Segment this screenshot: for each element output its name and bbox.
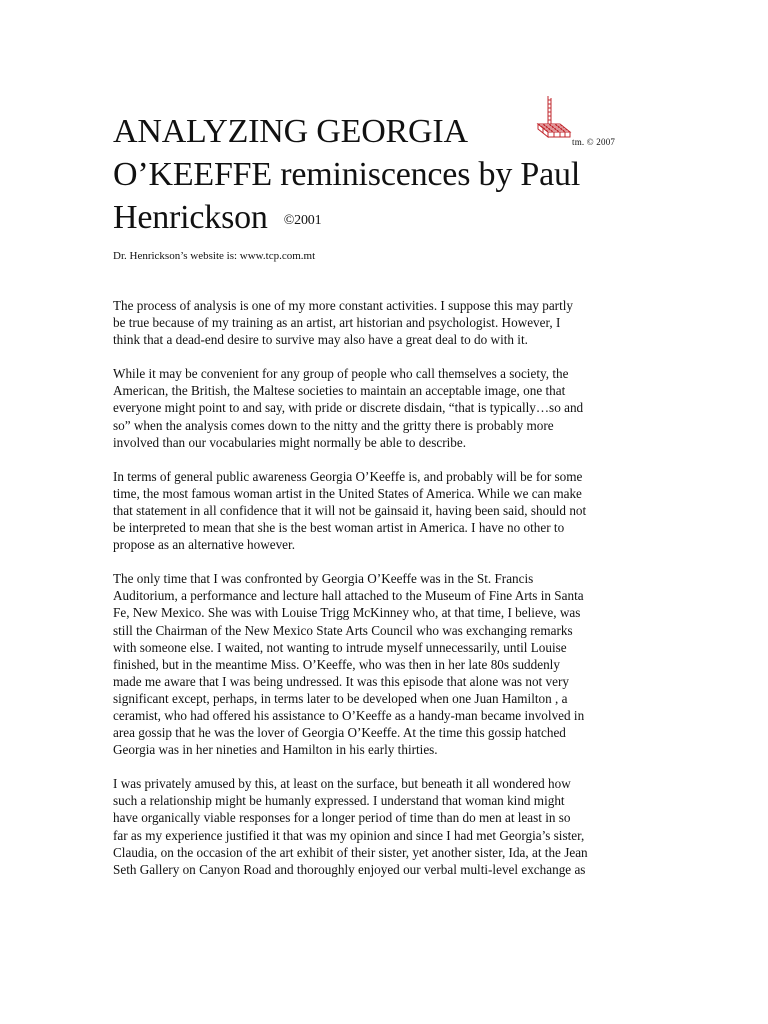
text-line: While it may be convenient for any group of people who call themselves a society, the [113,366,569,382]
text-line: area gossip that he was the lover of Georgia O’Keeffe. At the time this gossip hatched [113,725,566,741]
text-line: such a relationship might be humanly expressed. I understand that woman kind might [113,793,565,809]
text-line: significant except, perhaps, in terms later to be developed when one Juan Hamilton , a [113,690,568,706]
text-line: Auditorium, a performance and lecture hall attached to the Museum of Fine Arts in Santa [113,588,584,604]
text-line: so” when the analysis comes down to the nitty and the gritty there is probably more [113,417,554,433]
text-line: ceramist, who had offered his assistance to O’Keeffe as a handy-man became involved in [113,707,585,723]
text-line: everyone might point to and say, with pride or discrete disdain, “that is typically…so and [113,400,584,416]
text-line: far as my experience justified it that was my opinion and since I had met Georgia’s sister, [113,827,585,843]
text-line: made me aware that I was being undressed. It was this episode that alone was not very [113,673,569,689]
paragraph-2 [113,365,658,450]
text-line: with someone else. I waited, not wanting to intrude myself unnecessarily, until Louise [113,639,567,655]
text-line: be interpreted to mean that she is the best woman artist in America. I have no other to [113,520,565,536]
document-title [113,110,653,242]
text-line: think that a dead-end desire to survive may also have a great deal to do with it. [113,332,528,348]
body-text [113,297,658,895]
title-line-3 [113,196,653,242]
title-line-2: O’KEEFFE reminiscences by Paul [113,156,581,193]
paragraph-3 [113,468,658,553]
text-line: that statement in all confidence that it will not be gainsaid it, having been said, should not [113,502,587,518]
trademark-note: tm. © 2007 [572,137,616,147]
paragraph-4 [113,570,658,758]
title-line-1: ANALYZING GEORGIA [113,113,468,150]
text-line: involved than our vocabularies might normally be able to describe. [113,434,467,450]
title-copyright: ©2001 [283,213,322,228]
text-line: Georgia was in her nineties and Hamilton in his early thirties. [113,742,438,758]
text-line: still the Chairman of the New Mexico State Arts Council who was exchanging remarks [113,622,573,638]
text-line: finished, but in the meantime Miss. O’Keeffe, who was then in her late 80s suddenly [113,656,560,672]
text-line: Claudia, on the occasion of the art exhibit of their sister, yet another sister, Ida, at the Jean [113,844,588,860]
text-line: Seth Gallery on Canyon Road and thoroughly enjoyed our verbal multi-level exchange as [113,861,586,877]
text-line: I was privately amused by this, at least on the surface, but beneath it all wondered how [113,776,571,792]
website-line: Dr. Henrickson’s website is: www.tcp.com.mt [113,250,316,262]
text-line: propose as an alternative however. [113,537,295,553]
text-line: Fe, New Mexico. She was with Louise Trigg McKinney who, at that time, I believe, was [113,605,581,621]
text-line: The only time that I was confronted by Georgia O’Keeffe was in the St. Francis [113,571,534,587]
text-line: The process of analysis is one of my more constant activities. I suppose this may partly [113,298,573,313]
text-line: be true because of my training as an artist, art historian and psychologist. However, I [113,315,561,331]
text-line: In terms of general public awareness Georgia O’Keeffe is, and probably will be for some [113,468,583,484]
text-line: time, the most famous woman artist in the United States of America. While we can make [113,485,582,501]
text-line: American, the British, the Maltese societies to maintain an acceptable image, one that [113,383,566,399]
text-line: have organically viable responses for a longer period of time than do men at least in so [113,810,571,826]
paragraph-5 [113,775,658,878]
paragraph-1 [113,297,658,348]
title-author: Henrickson [113,199,268,236]
